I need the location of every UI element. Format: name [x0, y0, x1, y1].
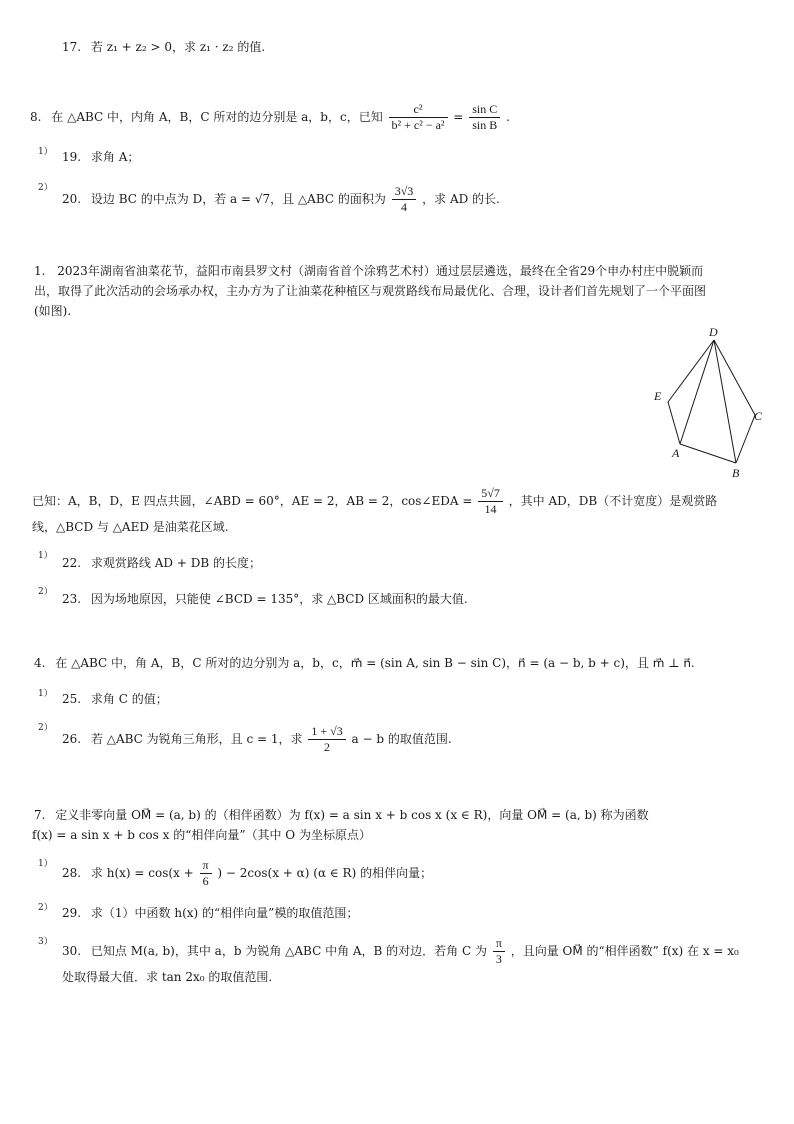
q26-text: 若 △ABC 为锐角三角形，且 c = 1，求: [90, 732, 303, 746]
q19-line: [62, 148, 139, 166]
q28-text-end: ) − 2cos(x + α) (α ∈ R) 的相伴向量；: [217, 866, 433, 880]
q26-text-end: a − b 的取值范围.: [351, 732, 452, 746]
q21-text-2: 出，取得了此次活动的会场承办权，主办方为了让油菜花种植区与观赏路线布局最优化、合理，设计者们首先规划了一个平面图: [34, 284, 707, 298]
q18-fraction-right: [469, 102, 500, 133]
q26-frac-numerator: 1 + √3: [308, 724, 345, 740]
q30-frac-numerator: π: [493, 936, 505, 952]
q30-text-3: 处取得最大值．求 tan 2x₀ 的取值范围.: [62, 970, 273, 984]
edge-EA: [668, 402, 680, 444]
q18-frac1-denominator: b² + c² − a²: [391, 118, 445, 132]
q20-line: [62, 182, 500, 216]
q18-frac1-numerator: c²: [389, 102, 448, 118]
q28-frac-denominator: 6: [202, 874, 209, 888]
q22-number: 22.: [62, 556, 82, 570]
edge-AB: [680, 444, 736, 463]
edge-CD: [714, 340, 755, 415]
q22-index: 1）: [38, 551, 53, 561]
edge-DA: [680, 340, 714, 444]
q20-text: 设边 BC 的中点为 D，若 a = √7，且 △ABC 的面积为: [90, 192, 386, 206]
q21-text-1: 2023年湖南省油菜花节，益阳市南县罗文村（湖南省首个涂鸦艺术村）通过层层遴选，最终在全省29个申办村庄中脱颖而: [57, 264, 704, 278]
q21-line1: [34, 262, 703, 280]
q29-line: [62, 904, 358, 922]
q23-number: 23.: [62, 592, 82, 606]
q25-line: [62, 690, 168, 708]
q18-frac2-denominator: sin B: [472, 118, 498, 132]
q23-index: 2）: [38, 587, 53, 597]
q19-number: 19.: [62, 150, 82, 164]
q22-text: 求观赏路线 AD + DB 的长度；: [90, 556, 261, 570]
q28-index: 1）: [38, 859, 53, 869]
q27-line1: [34, 806, 649, 824]
q30-index: 3）: [38, 937, 53, 947]
q23-line: [62, 590, 468, 608]
q18-frac2-numerator: sin C: [469, 102, 500, 118]
q18-text: 在 △ABC 中，内角 A，B，C 所对的边分别是 a，b，c，已知: [51, 110, 383, 124]
q25-text: 求角 C 的值；: [90, 692, 168, 706]
label-B: B: [732, 466, 740, 480]
known-line2: 线，△BCD 与 △AED 是油菜花区域.: [32, 520, 229, 534]
q26-number: 26.: [62, 732, 82, 746]
known-frac-numerator: 5√7: [478, 486, 503, 502]
known-fraction: [478, 486, 503, 517]
pentagon-figure: [648, 322, 794, 482]
q20-text-end: ，求 AD 的长.: [422, 192, 500, 206]
q27-number: 7.: [34, 808, 46, 822]
q20-fraction: [392, 184, 417, 215]
label-E: E: [654, 389, 662, 403]
q23-text: 因为场地原因，只能使 ∠BCD = 135°，求 △BCD 区域面积的最大值.: [90, 592, 468, 606]
q27-text-1: 定义非零向量 OM⃗ = (a, b) 的（相伴函数）为 f(x) = a sin x + b cos x (x ∈ R)，向量 OM⃗ = (a, b) 称为函数: [55, 808, 649, 822]
q26-index: 2）: [38, 723, 53, 733]
label-D: D: [709, 325, 718, 339]
q18-equals: =: [453, 110, 464, 124]
q17-text: 若 z₁ + z₂ > 0，求 z₁ · z₂ 的值.: [90, 40, 266, 54]
edge-DE: [668, 340, 714, 402]
q29-index: 2）: [38, 903, 53, 913]
q18-line: [30, 100, 510, 134]
edge-BC: [736, 415, 755, 463]
q20-frac-denominator: 4: [401, 200, 408, 214]
known-frac-denominator: 14: [484, 502, 497, 516]
q19-index: 1）: [38, 147, 53, 157]
q25-index: 1）: [38, 689, 53, 699]
known-line1: [32, 484, 717, 518]
q18-number: 8.: [30, 110, 42, 124]
q27-text-2: f(x) = a sin x + b cos x 的“相伴向量”（其中 O 为坐标原点）: [32, 828, 371, 842]
q21-number: 1.: [34, 264, 46, 278]
q30-number: 30.: [62, 944, 82, 958]
q30-text-1: 已知点 M(a, b)，其中 a，b 为锐角 △ABC 中角 A，B 的对边．若角 C 为: [90, 944, 487, 958]
known-text-2: ，其中 AD，DB（不计宽度）是观赏路: [508, 494, 718, 508]
edge-DB: [714, 340, 736, 463]
q22-line: [62, 554, 261, 572]
q20-index: 2）: [38, 183, 53, 193]
q21-text-3: (如图).: [34, 304, 72, 318]
q25-number: 25.: [62, 692, 82, 706]
q26-line: [62, 722, 452, 756]
known-text-1: 已知：A，B，D，E 四点共圆，∠ABD = 60°，AE = 2，AB = 2，cos∠EDA =: [32, 494, 473, 508]
q30-fraction: [493, 936, 505, 967]
q30-text-2: ，且向量 OM⃗ 的“相伴函数” f(x) 在 x = x₀: [510, 944, 739, 958]
q29-number: 29.: [62, 906, 82, 920]
q20-frac-numerator: 3√3: [392, 184, 417, 200]
q24-text: 在 △ABC 中，角 A，B，C 所对的边分别为 a，b，c，m⃗ = (sin A, sin B − sin C)，n⃗ = (a − b, b + c)，且 m⃗ ⊥ n⃗.: [55, 656, 695, 670]
label-A: A: [672, 446, 680, 460]
q18-end: .: [506, 110, 510, 124]
q24-line: [34, 654, 695, 672]
q28-number: 28.: [62, 866, 82, 880]
q30-line1: [62, 934, 739, 968]
q30-frac-denominator: 3: [495, 952, 502, 966]
q18-fraction-left: [389, 102, 448, 133]
q20-number: 20.: [62, 192, 82, 206]
q28-line: [62, 856, 432, 890]
q29-text: 求（1）中函数 h(x) 的“相伴向量”模的取值范围；: [90, 906, 359, 920]
label-C: C: [754, 409, 763, 423]
q24-number: 4.: [34, 656, 46, 670]
q28-fraction: [200, 858, 212, 889]
q17-line: [62, 38, 265, 56]
q17-number: 17.: [62, 40, 82, 54]
q19-text: 求角 A；: [90, 150, 140, 164]
q26-fraction: [308, 724, 345, 755]
q28-text: 求 h(x) = cos(x +: [90, 866, 194, 880]
q26-frac-denominator: 2: [324, 740, 331, 754]
q28-frac-numerator: π: [200, 858, 212, 874]
